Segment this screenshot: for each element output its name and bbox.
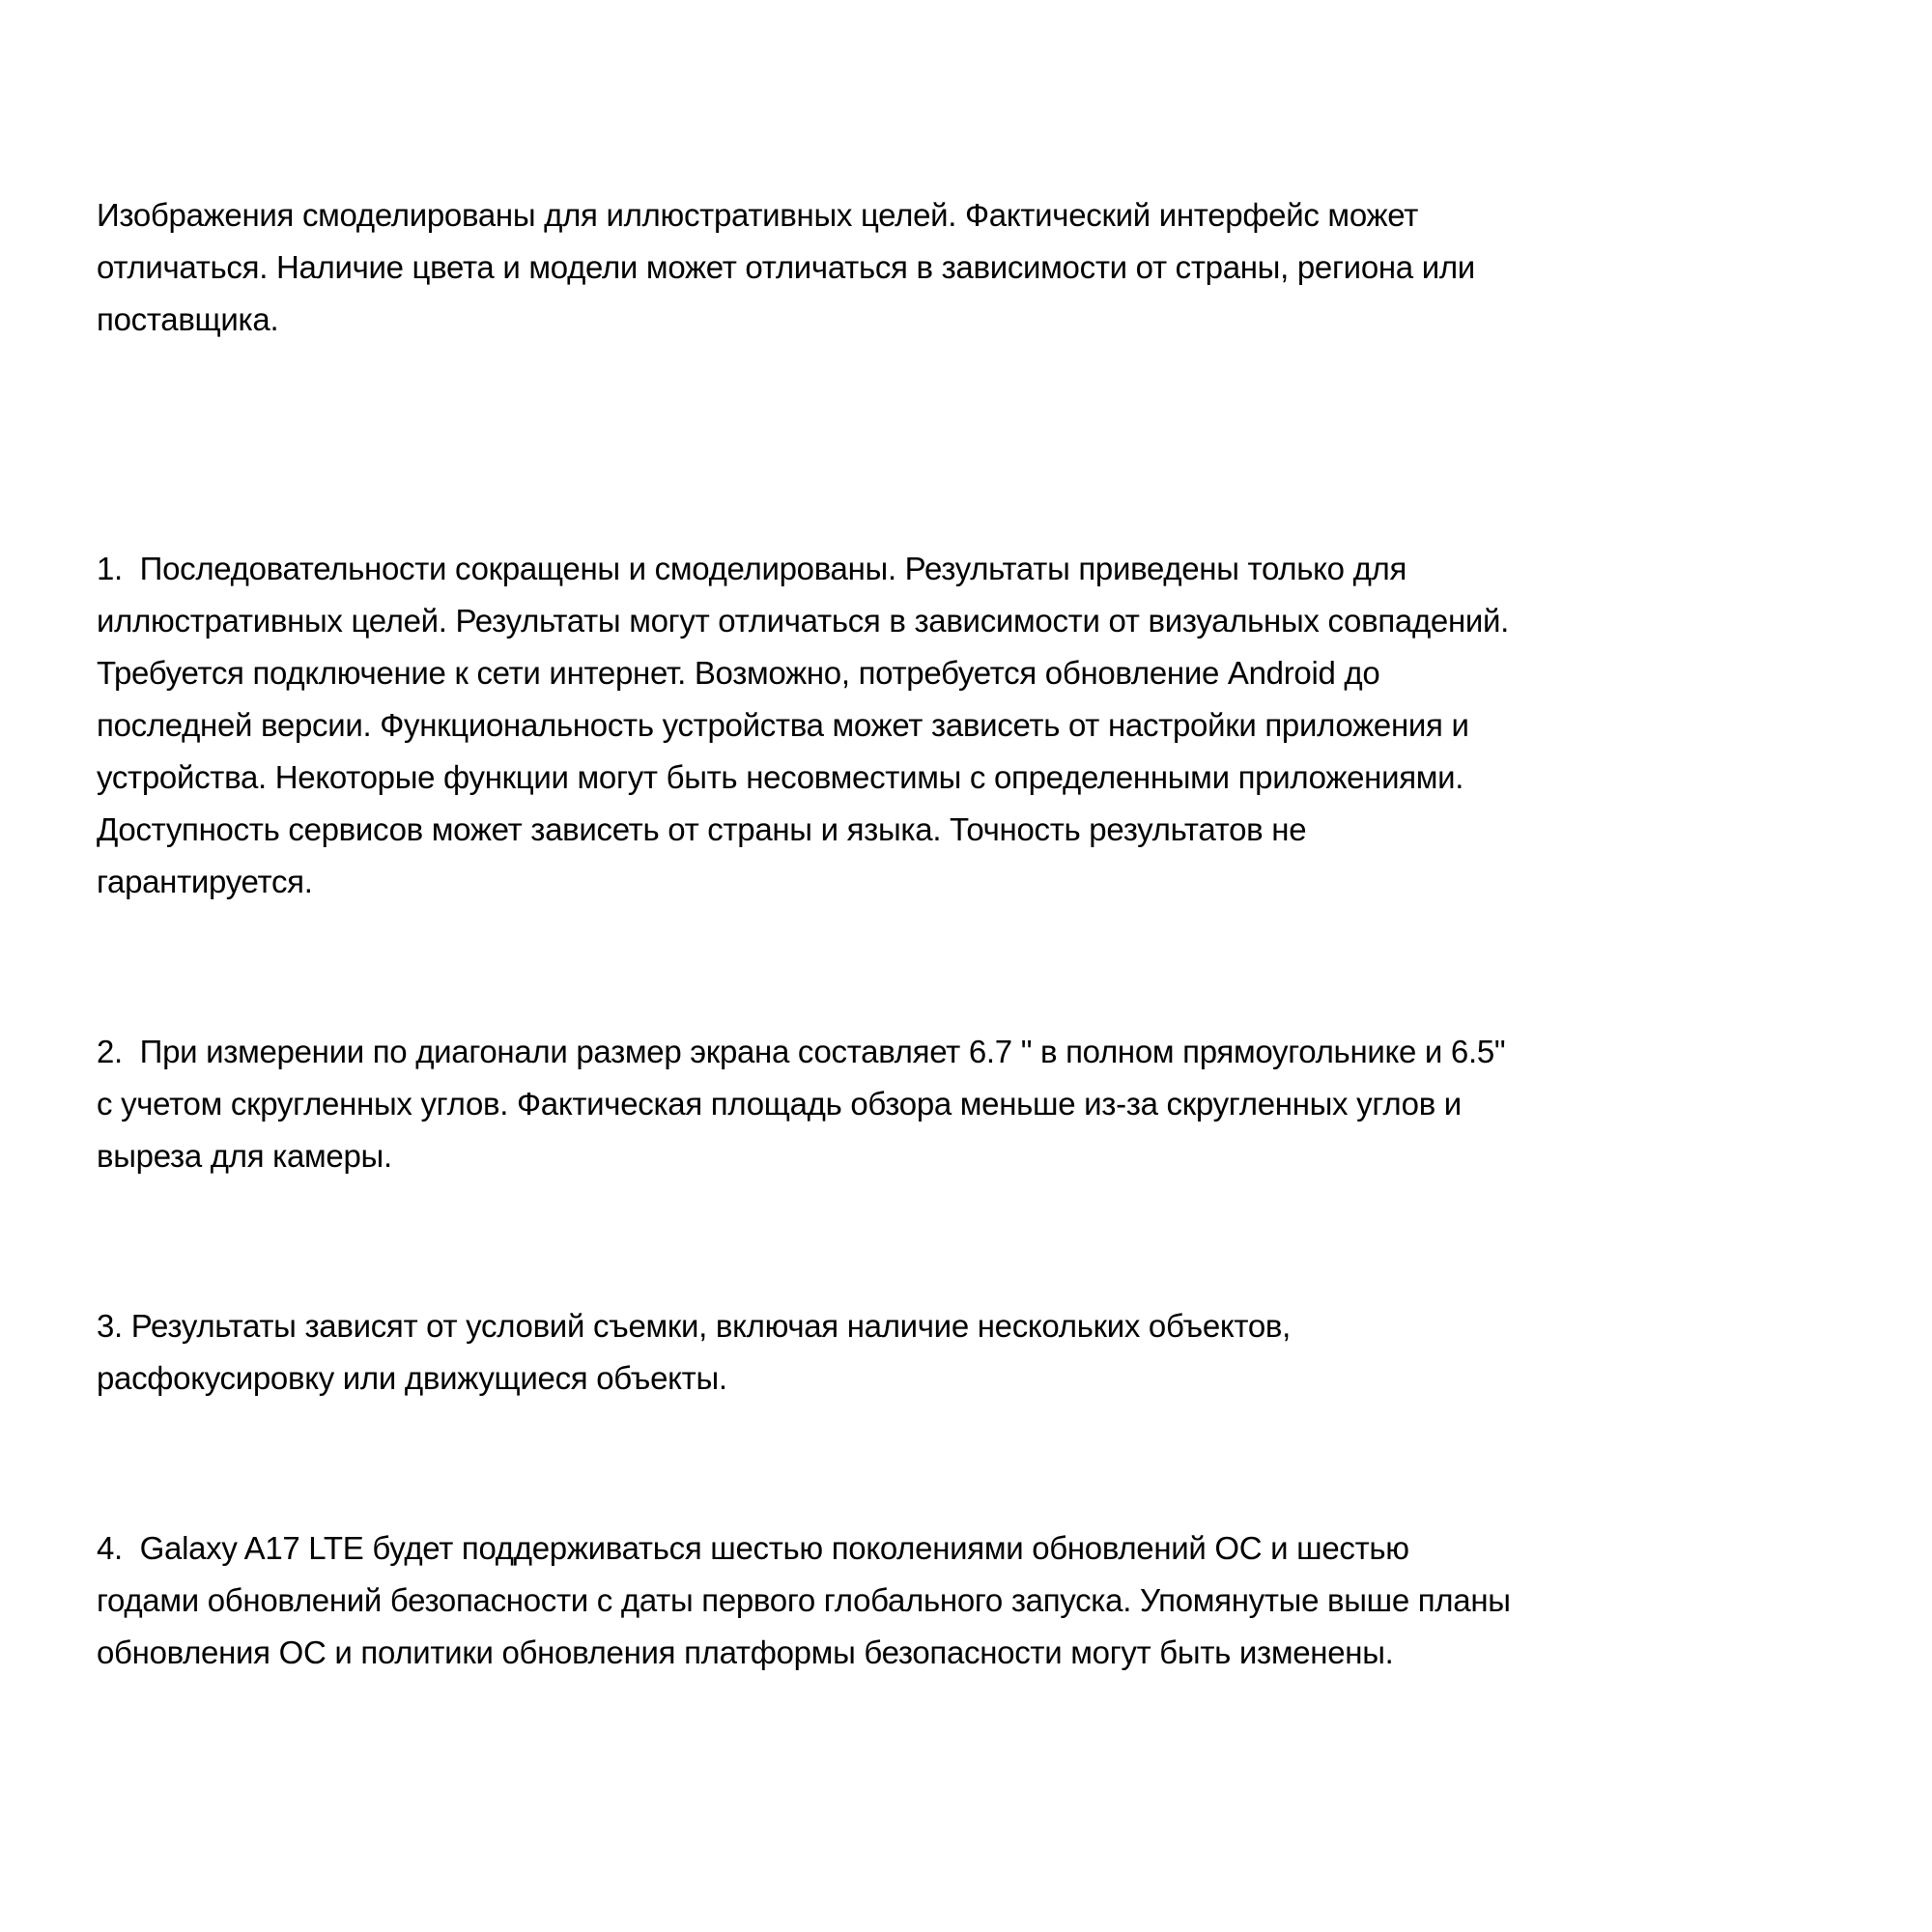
footnote-2: 2. При измерении по диагонали размер экрана составляет 6.7 " в полном прямоугольнике и 6.5" с учетом скругленных углов. Фактическая площадь обзора меньше из-за скругленных углов и выреза для камеры.	[97, 1034, 1515, 1174]
footnote-4: 4. Galaxy A17 LTE будет поддерживаться шестью поколениями обновлений ОС и шестью годами обновлений безопасности с даты первого глобального запуска. Упомянутые выше планы обновления ОС и политики обновления платформы безопасности могут быть изменены.	[97, 1530, 1520, 1670]
disclaimer-text-block	[97, 85, 1520, 1745]
footnote-1: 1. Последовательности сокращены и смоделированы. Результаты приведены только для иллюстративных целей. Результаты могут отличаться в зависимости от визуальных совпадений. Требуется подключение к сети интернет. Возможно, потребуется обновление Android до последней версии. Функциональность устройства может зависеть от настройки приложения и устройства. Некоторые функции могут быть несовместимы с определенными приложениями. Доступность сервисов может зависеть от страны и языка. Точность результатов не гарантируется.	[97, 551, 1518, 899]
disclaimer-intro-paragraph: Изображения смоделированы для иллюстративных целей. Фактический интерфейс может отличаться. Наличие цвета и модели может отличаться в зависимости от страны, региона или поставщика.	[97, 197, 1484, 337]
footnote-3: 3. Результаты зависят от условий съемки, включая наличие нескольких объектов, расфокусировку или движущиеся объекты.	[97, 1308, 1299, 1396]
